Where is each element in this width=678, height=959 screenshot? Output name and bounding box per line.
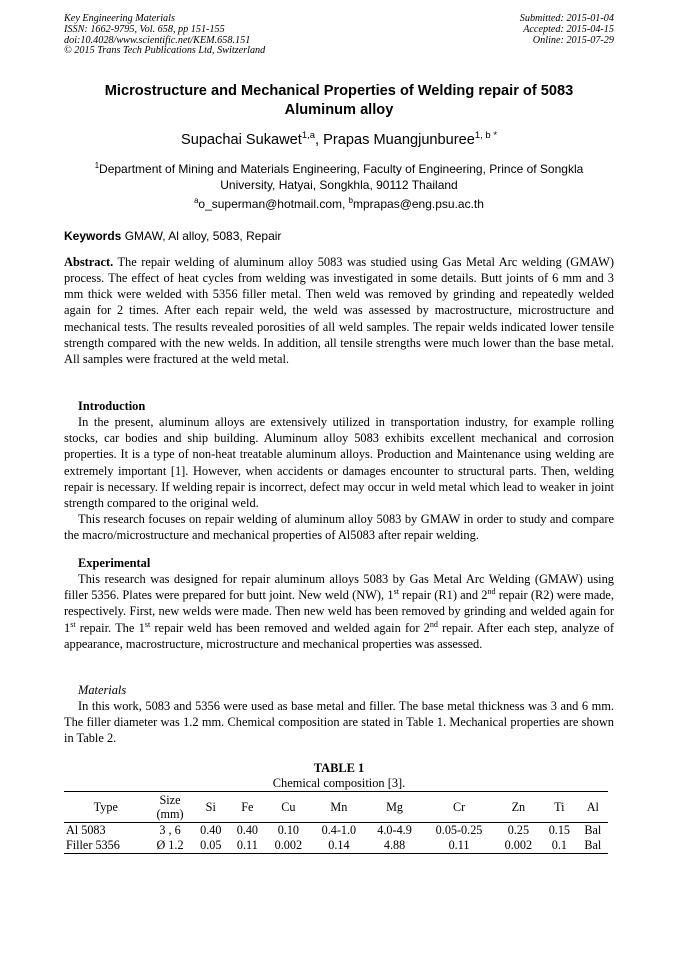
materials-section	[64, 682, 614, 747]
introduction-section	[64, 398, 614, 543]
exp-sup-4: st	[144, 619, 151, 629]
cell: Bal	[584, 823, 602, 837]
col-fe: Fe	[229, 792, 266, 823]
cell: 0.002	[266, 838, 311, 854]
affiliation	[64, 161, 614, 193]
exp-sup-5: nd	[429, 619, 438, 629]
affiliation-line-2: University, Hatyai, Songkhla, 90112 Thailand	[220, 178, 458, 192]
chemical-composition-table	[64, 791, 608, 854]
exp-text-1: This research was designed for repair aluminum alloys 5083 by Gas Metal Arc Welding (GMAW) using filler 5356. Plates were prepared for butt joint. New weld (NW), 1	[64, 572, 614, 603]
cell: 0.11	[422, 838, 495, 854]
col-zn: Zn	[496, 792, 541, 823]
abstract-label: Abstract.	[64, 255, 114, 269]
cell: Filler 5356	[64, 838, 148, 854]
exp-sup-1: st	[393, 587, 399, 597]
paper-title	[64, 82, 614, 120]
exp-sup-2: nd	[487, 587, 496, 597]
copyright-line: © 2015 Trans Tech Publications Ltd, Switzerland	[64, 45, 266, 57]
cell: 0.05-0.25	[435, 823, 483, 837]
cell: 0.11	[229, 838, 266, 854]
accepted-date: Accepted: 2015-04-15	[523, 23, 614, 35]
table-row	[64, 838, 608, 854]
author-2: Prapas Muangjunburee	[323, 132, 475, 148]
exp-sup-3: st	[70, 619, 76, 629]
cell: 0.002	[496, 838, 541, 854]
exp-text-3: repair (R2) were made, respectively. First, new welds were made. Then new weld has been removed by grinding and welded again for 1	[64, 588, 615, 635]
cell: 3 , 6	[159, 823, 181, 837]
author-1: Supachai Sukawet	[180, 132, 302, 148]
email-a-sup: a	[194, 196, 199, 205]
cell: 0.40	[236, 823, 259, 837]
exp-text-4: repair. The 1	[75, 620, 145, 635]
author-separator: ,	[315, 132, 324, 148]
cell: 0.14	[311, 838, 367, 854]
author-list	[64, 132, 614, 148]
materials-paragraph: In this work, 5083 and 5356 were used as base metal and filler. The base metal thickness was 3 and 6 mm. The filler diameter was 1.2 mm. Chemical composition are stated in Table 1. Mechanical properties are shown in Table 2.	[64, 699, 614, 746]
col-si: Si	[192, 792, 229, 823]
cell: 0.10	[277, 823, 300, 837]
table-row	[64, 823, 608, 839]
col-size: Size (mm)	[148, 792, 193, 823]
cell: Bal	[578, 838, 608, 854]
cell: 4.0-4.9	[377, 823, 412, 837]
table-header-row	[64, 792, 608, 823]
publication-dates	[520, 14, 614, 46]
doi-line: doi:10.4028/www.scientific.net/KEM.658.151	[64, 34, 251, 46]
introduction-heading: Introduction	[78, 399, 146, 413]
exp-text-6: repair. After each step, analyze of appearance, macrostructure, microstructure and mechanical properties was assessed.	[64, 620, 614, 651]
cell: 0.05	[192, 838, 229, 854]
col-mn: Mn	[311, 792, 367, 823]
issn-line: ISSN: 1662-9795, Vol. 658, pp 151-155	[64, 23, 225, 35]
journal-name: Key Engineering Materials	[64, 13, 175, 24]
table-1-title: Chemical composition [3].	[272, 776, 406, 790]
abstract-text: The repair welding of aluminum alloy 5083 was studied using Gas Metal Arc welding (GMAW) process. The effect of heat cycles from welding was investigated in some details. Butt joints of 6 mm and 3 mm thick were welded with 5356 filler metal. Then weld was removed by grinding and repeatedly welded again for 2 times. After each repair weld, the weld was assessed by macrostructure, microstructure and mechanical tests. The results revealed porosities of all weld samples. The repair welds indicated lower tensile strength compared with the new welds. In addition, all tensile strengths were much lower than the base metal. All samples were fractured at the weld metal.	[64, 255, 614, 366]
cell: 0.4-1.0	[321, 823, 357, 837]
email-a[interactable]: o_superman@hotmail.com,	[198, 197, 349, 211]
affiliation-line-1: Department of Mining and Materials Engineering, Faculty of Engineering, Prince of Songkla	[99, 162, 584, 176]
journal-info	[64, 14, 265, 57]
author-emails	[64, 197, 614, 211]
col-ti: Ti	[541, 792, 578, 823]
exp-text-5: repair weld has been removed and welded again for 2	[150, 620, 430, 635]
abstract	[64, 254, 614, 367]
author-1-affil: 1,a	[301, 130, 316, 142]
title-line-2: Aluminum alloy	[284, 102, 394, 118]
materials-heading: Materials	[78, 683, 127, 697]
email-b-sup: b	[348, 196, 353, 205]
keywords-label: Keywords	[64, 229, 122, 243]
col-cu: Cu	[266, 792, 311, 823]
submitted-date: Submitted: 2015-01-04	[519, 13, 614, 24]
introduction-paragraph-1: In the present, aluminum alloys are extensively utilized in transportation industry, for example rolling stocks, car bodies and ship building. Aluminum alloy 5083 exhibits excellent mechanical and corrosion properties. It is a type of non-heat treatable aluminum alloys. Production and Maintenance using welding are extremely important [1]. However, when accidents or damages encounter to structural parts. Then, welding repair is necessary. If welding repair is incorrect, defect may occur in weld metal which lead to weaker in joint strength compared to the original weld.	[64, 415, 614, 510]
col-al: Al	[578, 792, 608, 823]
col-cr: Cr	[422, 792, 495, 823]
introduction-paragraph-2: This research focuses on repair welding of aluminum alloy 5083 by GMAW in order to study and compare the macro/microstructure and mechanical properties of Al5083 after repair welding.	[64, 512, 614, 543]
experimental-paragraph	[64, 571, 614, 652]
keywords	[64, 229, 614, 243]
author-2-affil: 1, b *	[474, 130, 498, 142]
experimental-heading: Experimental	[78, 556, 151, 570]
cell: 0.1	[541, 838, 578, 854]
col-mg: Mg	[367, 792, 423, 823]
cell: Ø 1.2	[148, 838, 193, 854]
cell: 0.15	[548, 823, 571, 837]
col-type: Type	[64, 792, 148, 823]
online-date: Online: 2015-07-29	[532, 34, 614, 46]
cell: 0.25	[507, 823, 530, 837]
exp-text-2: repair (R1) and 2	[398, 588, 488, 603]
title-line-1: Microstructure and Mechanical Properties of Welding repair of 5083	[104, 83, 574, 99]
table-1-caption	[64, 761, 614, 791]
experimental-section	[64, 555, 614, 652]
keywords-text: GMAW, Al alloy, 5083, Repair	[121, 229, 282, 243]
cell: 4.88	[367, 838, 423, 854]
affiliation-sup: 1	[94, 161, 100, 170]
email-b[interactable]: mprapas@eng.psu.ac.th	[353, 197, 484, 211]
cell: Al 5083	[66, 823, 106, 837]
cell: 0.40	[200, 823, 222, 837]
table-1-label: TABLE 1	[313, 761, 365, 775]
